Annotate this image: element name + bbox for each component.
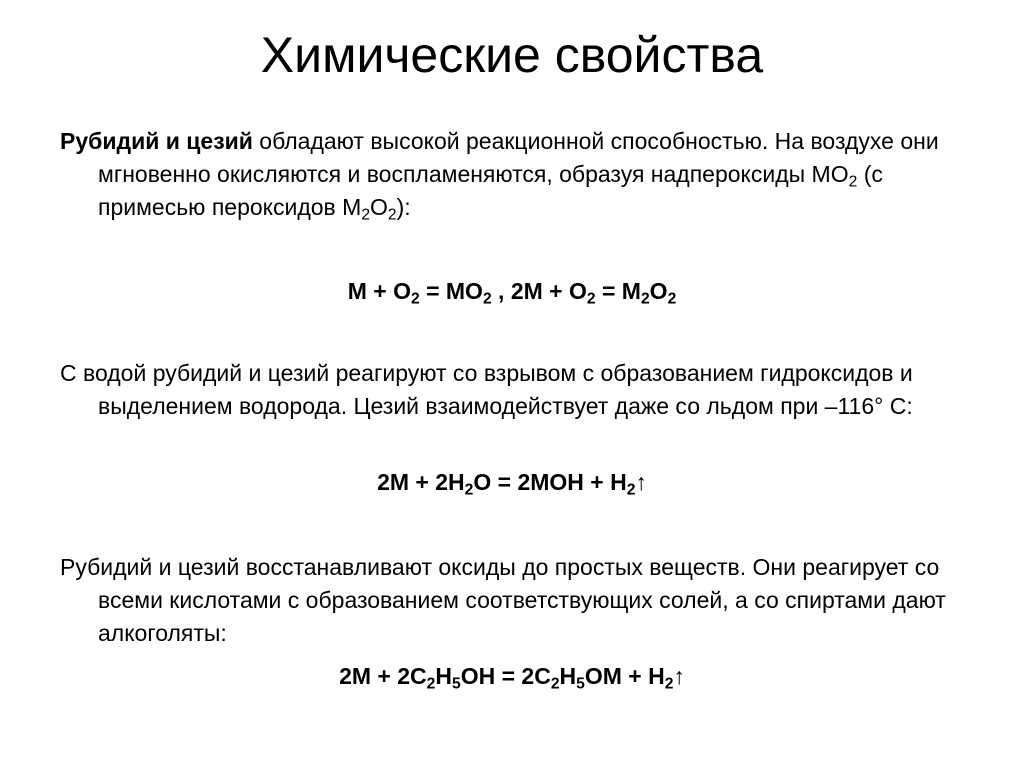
subscript: 2	[410, 290, 420, 308]
subscript: 2	[464, 481, 474, 499]
slide-title: Химические свойства	[260, 27, 764, 83]
equation-water	[0, 466, 1024, 498]
paragraph-text: обладают высокой реакционной способностью. На воздухе они мгновенно окисляются и воспламеняются, образуя надпероксиды МО	[98, 128, 939, 187]
paragraph-text: О	[370, 194, 388, 220]
subscript: 2	[361, 206, 371, 224]
paragraph-text: ):	[396, 194, 411, 220]
equation-text: 2M + 2H	[377, 469, 465, 495]
subscript: 2	[848, 173, 858, 191]
equation-alcohol	[0, 660, 1024, 692]
subscript: 2	[426, 675, 436, 693]
equation-text: H	[435, 663, 452, 689]
equation-text: 2M + 2C	[339, 663, 427, 689]
equation-text: O	[649, 278, 668, 304]
equation-text: OM + H	[584, 663, 665, 689]
equation-oxidation	[0, 275, 1024, 307]
equation-text: O = 2MOH + H	[473, 469, 627, 495]
subscript: 5	[576, 675, 585, 693]
subscript: 2	[550, 675, 560, 693]
paragraph-oxidation	[60, 125, 978, 224]
equation-text: H	[559, 663, 577, 689]
equation-text: M + O	[347, 278, 411, 304]
subscript: 2	[387, 206, 397, 224]
subscript: 2	[640, 290, 650, 308]
paragraph-water-reaction: С водой рубидий и цезий реагируют со взрывом с образованием гидроксидов и выделением водорода. Цезий взаимодействует даже со льдом при –116° С:	[60, 360, 913, 419]
subscript: 2	[664, 675, 674, 693]
up-arrow-icon: ↑	[635, 469, 647, 495]
paragraph-oxide-reduction: Рубидий и цезий восстанавливают оксиды до простых веществ. Они реагирует со всеми кислотами с образованием соответствующих солей, а со спиртами дают алкоголяты:	[60, 554, 946, 646]
subscript: 2	[626, 481, 636, 499]
paragraph-lead-bold: Рубидий и цезий	[60, 128, 253, 154]
equation-text: OH = 2C	[460, 663, 551, 689]
up-arrow-icon: ↑	[673, 663, 685, 689]
subscript: 2	[667, 290, 677, 308]
paragraph-text: (с примесью пероксидов М	[98, 161, 883, 220]
equation-text: = M	[595, 278, 641, 304]
subscript: 2	[482, 290, 492, 308]
subscript: 2	[586, 290, 596, 308]
equation-text: = MO	[419, 278, 483, 304]
subscript: 5	[451, 675, 461, 693]
equation-text: , 2M + O	[491, 278, 587, 304]
